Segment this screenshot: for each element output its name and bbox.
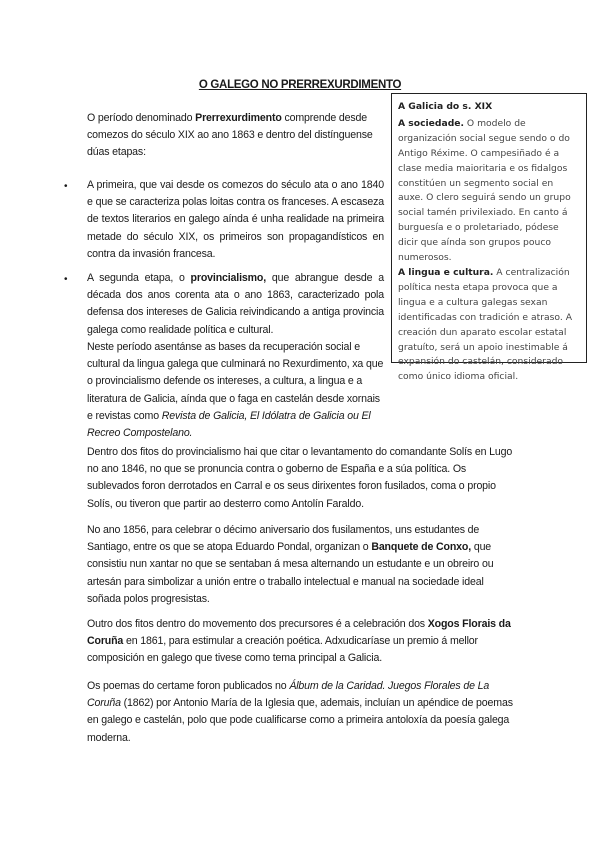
- xogos-text: Outro dos fitos dentro do movemento dos precursores é a celebración dos: [87, 618, 428, 630]
- bullet-first-stage: A primeira, que vai desde os comezos do século ata o ano 1840 e que se caracteriza polas loitas contra os franceses. A escaseza de textos literarios en galego aínda é unha realidade na primeira metade do século XIX, os primeiros son propagandísticos en contra da invasión francesa.: [87, 179, 384, 260]
- paragraph-solis: Dentro dos fitos do provincialismo hai que citar o levantamento do comandante Solís en Lugo no ano 1846, no que se pronuncia contra o goberno de España e a súa política. Os sublevados foron derrotados en Carral e os seus dirixentes foron fusilados, coma o propio Solís, ou tiveron que partir ao desterro como Antolín Faraldo.: [87, 446, 513, 510]
- paragraph-xogos: [87, 616, 519, 668]
- album-title: Álbum de la Caridad. Juegos Florales de La Coruña: [87, 680, 490, 710]
- lingua-label: A lingua e cultura.: [398, 266, 494, 278]
- xogos-text-end: en 1861, para estimular a creación poética. Adxudicaríase un premio á mellor composición en galego que tivese como tema principal a Galicia.: [87, 635, 478, 665]
- page-title: O GALEGO NO PRERREXURDIMENTO: [198, 79, 402, 91]
- banquete-text: No ano 1856, para celebrar o décimo aniversario dos fusilamentos, uns estudantes de Santiago, entre os que se atopa Eduardo Pondal, organizan o: [87, 524, 480, 554]
- paragraph-banquete: [87, 522, 519, 608]
- sidebar-sociedade: [398, 117, 579, 266]
- banquete-term: Banquete de Conxo,: [371, 541, 472, 554]
- album-text-end: (1862) por Antonio María de la Iglesia que, ademais, incluían un apéndice de poemas en galego e castelán, polo que pode cualificarse como a primeira antoloxía da poesía galega moderna.: [87, 697, 513, 744]
- bullet-second-text-end: que abrangue desde a década dos anos corenta ata o ano 1863, caracterizado pola defensa dos intereses de Galicia reivindicando a antiga provincia galega como realidade política e cultural.: [87, 272, 384, 336]
- intro-text-end: comprende desde comezos do século XIX ao ano 1863 e dentro del distínguense dúas etapas:: [87, 112, 373, 159]
- album-text: Os poemas do certame foron publicados no: [87, 680, 290, 692]
- sidebar-box: [391, 93, 587, 383]
- provincialismo-term: provincialismo,: [190, 272, 267, 284]
- paragraph-album: [87, 678, 519, 747]
- bullet-second-stage: [87, 270, 384, 339]
- bullet-marker: •: [64, 181, 68, 192]
- continuation-text: Neste período asentánse as bases da recuperación social e cultural da lingua galega que culminará no Rexurdimento, xa que o provincialismo defende os intereses, a cultura, a lingua e a literatura de Galicia, aínda que o faga en castelán desde xornais e revistas como: [87, 341, 384, 422]
- journal-titles: Revista de Galicia, El Idólatra de Galicia ou El Recreo Compostelano.: [87, 409, 371, 440]
- banquete-text-end: que consistiu nun xantar no que se sentaban á mesa alternando un estudante e un obreiro ou artesán para simbolizar a unión entre o traballo intelectual e manual na sociedade ideal soñada polos progresistas.: [87, 541, 494, 605]
- intro-paragraph: [87, 110, 383, 162]
- bullet-second-text: A segunda etapa, o: [87, 272, 191, 284]
- xogos-term: Xogos Florais da Coruña: [87, 618, 511, 648]
- sociedade-text: O modelo de organización social segue sendo o do Antigo Réxime. O campesiñado é a clase media maioritaria e os fidalgos constitúen un segmento social en auxe. O clero seguirá sendo un grupo social tamén privilexiado. En canto á burguesía e o proletariado, pódese dicir que aínda son grupos pouco numerosos.: [398, 117, 571, 264]
- intro-term: Prerrexurdimento: [195, 112, 282, 124]
- lingua-text: A centralización política nesta etapa provoca que a lingua e a cultura galegas sexan identificadas con tradición e atraso. A creación dun aparato escolar estatal gratuíto, será un apoio inestimable á expansión do castelán, considerado como único idioma oficial.: [398, 266, 573, 383]
- sidebar-heading: A Galicia do s. XIX: [398, 101, 493, 112]
- sidebar-lingua: [398, 266, 579, 385]
- bullet-marker: •: [64, 274, 68, 285]
- sociedade-label: A sociedade.: [398, 117, 464, 129]
- intro-text: O período denominado: [87, 112, 196, 124]
- provincialismo-continuation: [87, 339, 386, 442]
